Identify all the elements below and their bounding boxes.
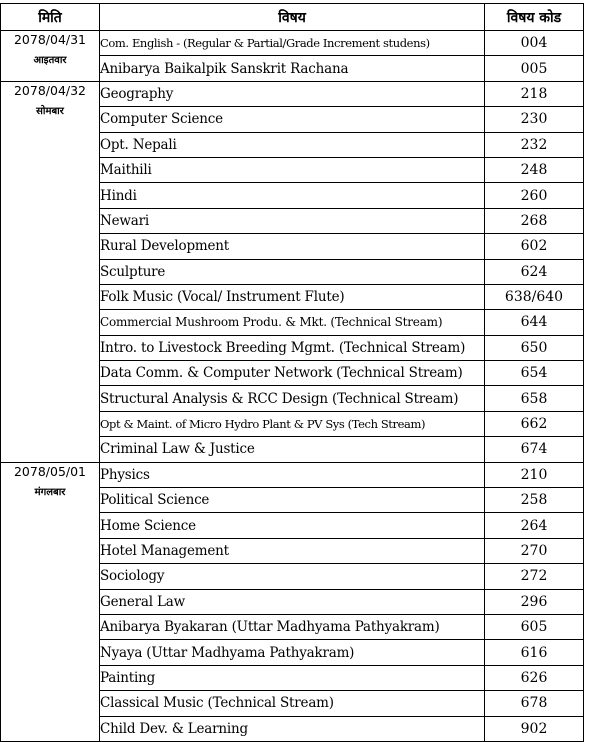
- subject-cell: Anibarya Byakaran (Uttar Madhyama Pathyakram): [100, 614, 485, 639]
- code-cell: 258: [485, 488, 584, 513]
- code-cell: 218: [485, 81, 584, 106]
- code-cell: 902: [485, 716, 584, 741]
- subject-cell: Child Dev. & Learning: [100, 716, 485, 741]
- code-cell: 210: [485, 462, 584, 487]
- subject-cell: Physics: [100, 462, 485, 487]
- header-date: मिति: [1, 4, 100, 31]
- code-cell: 296: [485, 589, 584, 614]
- subject-cell: Sociology: [100, 564, 485, 589]
- subject-cell: Criminal Law & Justice: [100, 437, 485, 462]
- code-cell: 004: [485, 31, 584, 56]
- code-cell: 662: [485, 411, 584, 436]
- code-cell: 605: [485, 614, 584, 639]
- exam-date: 2078/04/32: [13, 82, 87, 98]
- exam-date: 2078/05/01: [13, 463, 87, 479]
- subject-cell: Home Science: [100, 513, 485, 538]
- exam-day: आइतवार: [33, 55, 67, 66]
- code-cell: 264: [485, 513, 584, 538]
- header-subject: विषय: [100, 4, 485, 31]
- subject-cell: Commercial Mushroom Produ. & Mkt. (Technical Stream): [100, 310, 485, 335]
- subject-cell: Rural Development: [100, 234, 485, 259]
- schedule-body: [1, 31, 584, 742]
- code-cell: 624: [485, 259, 584, 284]
- subject-cell: Intro. to Livestock Breeding Mgmt. (Technical Stream): [100, 335, 485, 360]
- subject-cell: Geography: [100, 81, 485, 106]
- exam-day: सोमबार: [36, 105, 64, 117]
- date-cell: [1, 81, 100, 462]
- code-cell: 602: [485, 234, 584, 259]
- code-cell: 248: [485, 157, 584, 182]
- header-subject-code: विषय कोड: [485, 4, 584, 31]
- subject-cell: Computer Science: [100, 107, 485, 132]
- subject-cell: Political Science: [100, 488, 485, 513]
- date-cell: [1, 31, 100, 82]
- table-row: [1, 31, 584, 56]
- code-cell: 638/640: [485, 284, 584, 309]
- subject-cell: Painting: [100, 665, 485, 690]
- subject-cell: Sculpture: [100, 259, 485, 284]
- subject-cell: Maithili: [100, 157, 485, 182]
- subject-cell: Classical Music (Technical Stream): [100, 691, 485, 716]
- subject-cell: Data Comm. & Computer Network (Technical Stream): [100, 361, 485, 386]
- code-cell: 260: [485, 183, 584, 208]
- code-cell: 230: [485, 107, 584, 132]
- exam-date: 2078/04/31: [13, 32, 87, 47]
- subject-cell: Com. English - (Regular & Partial/Grade Increment studens): [100, 31, 485, 56]
- exam-schedule-table: [0, 3, 584, 742]
- date-cell: [1, 462, 100, 741]
- subject-cell: Structural Analysis & RCC Design (Technical Stream): [100, 386, 485, 411]
- code-cell: 616: [485, 640, 584, 665]
- exam-day: मंगलबार: [34, 486, 66, 498]
- subject-cell: Opt & Maint. of Micro Hydro Plant & PV Sys (Tech Stream): [100, 411, 485, 436]
- code-cell: 272: [485, 564, 584, 589]
- code-cell: 654: [485, 361, 584, 386]
- header-row: [1, 4, 584, 31]
- code-cell: 268: [485, 208, 584, 233]
- subject-cell: Anibarya Baikalpik Sanskrit Rachana: [100, 56, 485, 81]
- subject-cell: Hindi: [100, 183, 485, 208]
- code-cell: 678: [485, 691, 584, 716]
- subject-cell: Opt. Nepali: [100, 132, 485, 157]
- code-cell: 270: [485, 538, 584, 563]
- subject-cell: Folk Music (Vocal/ Instrument Flute): [100, 284, 485, 309]
- code-cell: 626: [485, 665, 584, 690]
- subject-cell: General Law: [100, 589, 485, 614]
- code-cell: 644: [485, 310, 584, 335]
- code-cell: 650: [485, 335, 584, 360]
- subject-cell: Nyaya (Uttar Madhyama Pathyakram): [100, 640, 485, 665]
- subject-cell: Newari: [100, 208, 485, 233]
- table-row: [1, 462, 584, 487]
- code-cell: 674: [485, 437, 584, 462]
- subject-cell: Hotel Management: [100, 538, 485, 563]
- code-cell: 005: [485, 56, 584, 81]
- table-row: [1, 81, 584, 106]
- code-cell: 658: [485, 386, 584, 411]
- code-cell: 232: [485, 132, 584, 157]
